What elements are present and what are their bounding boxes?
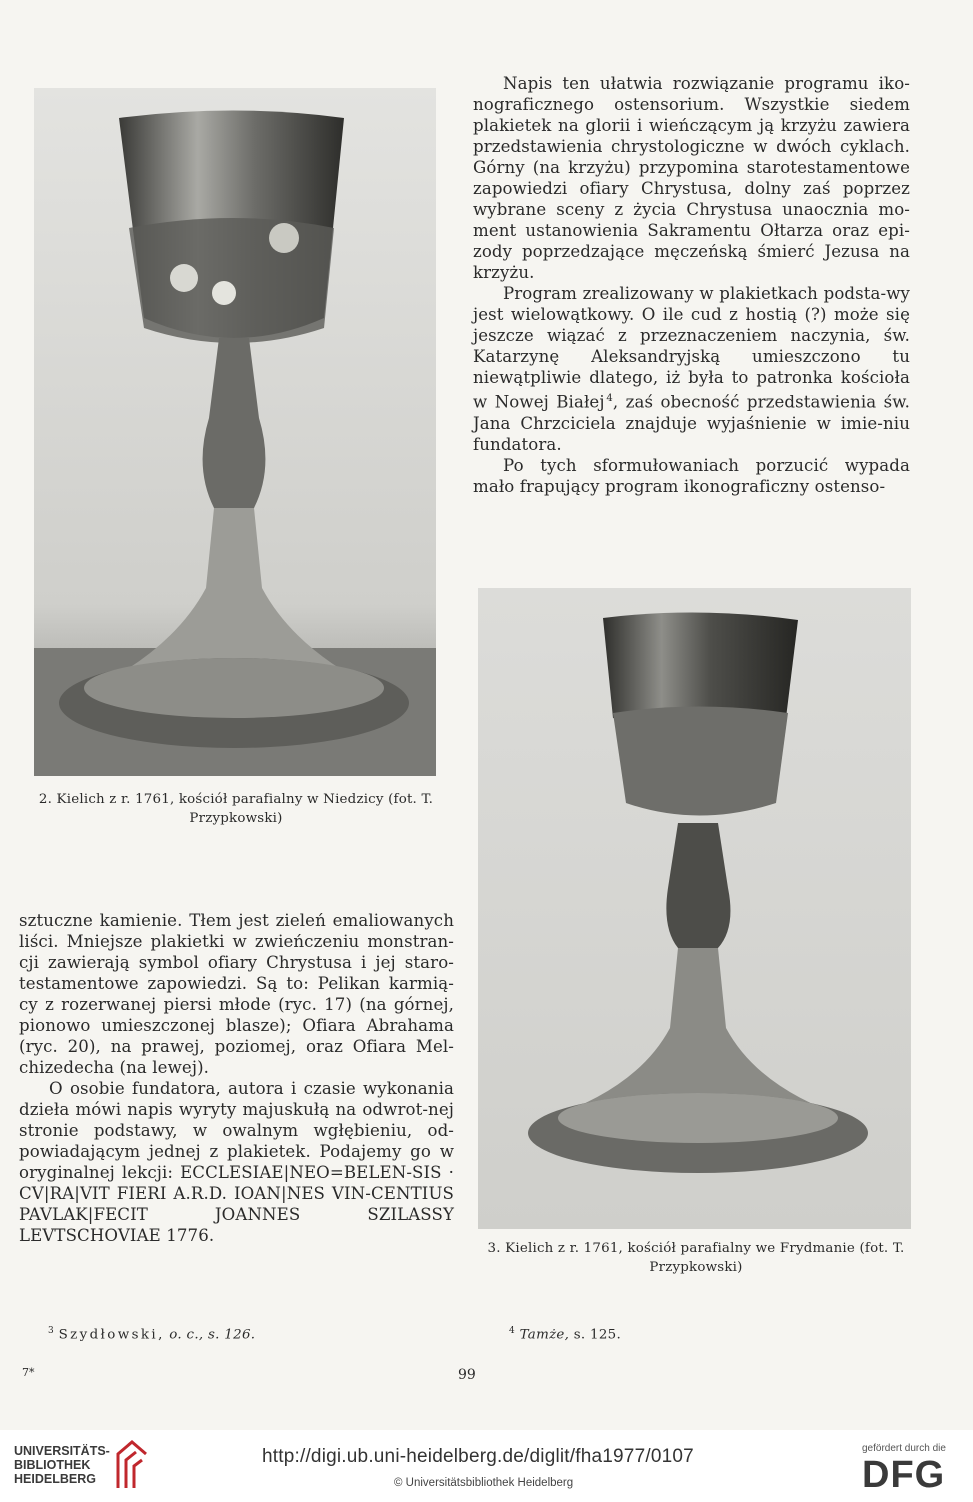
footnote-ref: 4	[606, 393, 613, 404]
photo-chalice-niedzica	[34, 88, 436, 776]
ub-heidelberg-logo[interactable]	[14, 1444, 110, 1486]
dfg-subtitle: gefördert durch die	[862, 1443, 946, 1454]
paragraph: Napis ten ułatwia rozwiązanie programu iko-nograficznego ostensorium. Wszystkie siedem plakietek na glorii i wieńczącym ją krzyżu zawiera przedstawienia chrystologiczne w dwóch cyklach. Górny (na krzyżu) przypomina starotestamentowe zapowiedzi ofiary Chrystusa, dolny zaś poprzez wybrane sceny z życia Chrystusa unaocznia mo-ment ustanowienia Sakramentu Ołtarza oraz epi-zody poprzedzające męczeńską śmierć Jezusa na krzyżu.	[473, 74, 910, 282]
copyright-text: © Universitätsbibliothek Heidelberg	[394, 1477, 574, 1489]
footnote-text: o. c., s. 126.	[164, 1327, 256, 1343]
footnote-number: 3	[48, 1326, 55, 1336]
paragraph-text: Program zrealizowany w plakietkach podsta-wy jest wielowątkowy. O ile cud z hostią (?) może się jeszcze wiązać z przeznaczeniem naczynia, św. Katarzynę Aleksandryjską umieszczono tu niewątpliwie dlatego, iż była to patronka kościoła w Nowej Białej	[473, 284, 910, 412]
paragraph-text: , zaś obecność przedstawienia św. Jana Chrzciciela znajduje wyjaśnienie w imie-niu fundatora.	[473, 392, 910, 454]
paragraph: O osobie fundatora, autora i czasie wykonania dzieła mówi napis wyryty majuskułą na odwrot-nej stronie podstawy, w owalnym wgłębieniu, od-powiadającym jednej z plakietek. Podajemy go w oryginalnej lekcji: ECCLESIAE|NEO=BELEN-SIS · CV|RA|VIT FIERI A.R.D. IOAN|NES VIN-CENTIUS PAVLAK|FECIT JOANNES SZILASSY LEVTSCHOVIAE 1776.	[19, 1079, 454, 1245]
caption-figure-2: 2. Kielich z r. 1761, kościół parafialny w Niedzicy (fot. T. Przypkowski)	[38, 792, 434, 826]
paragraph: Po tych sformułowaniach porzucić wypada mało frapujący program ikonograficzny ostenso-	[473, 455, 910, 496]
page-number: 99	[458, 1367, 476, 1383]
dfg-wordmark: DFG	[862, 1454, 946, 1496]
text-right-column	[473, 73, 910, 497]
dfg-logo[interactable]	[862, 1443, 946, 1494]
caption-figure-3: 3. Kielich z r. 1761, kościół parafialny we Frydmanie (fot. T. Przypkowski)	[487, 1241, 905, 1275]
ub-mark-icon	[114, 1440, 150, 1490]
chalice-image	[478, 588, 911, 1229]
digitization-footer	[0, 1430, 973, 1502]
text-left-column	[19, 910, 454, 1246]
footnote-text: s. 125.	[569, 1327, 622, 1343]
ub-name-line: HEIDELBERG	[14, 1472, 96, 1486]
photo-chalice-frydman	[478, 588, 911, 1229]
ub-name-line: BIBLIOTHEK	[14, 1458, 91, 1472]
footnote-source: Tamże,	[519, 1327, 570, 1343]
paragraph: sztuczne kamienie. Tłem jest zieleń emaliowanych liści. Mniejsze plakietki w zwieńczeniu monstran-cji zawierają symbol ofiary Chrystusa i jej staro-testamentowe zapowiedzi. Są to: Pelikan karmią-cy z rozerwanej piersi młode (ryc. 17) (na górnej, pionowo umieszczonej blasze); Ofiara Abrahama (ryc. 20), na prawej, poziomej, oraz Ofiara Mel-chizedecha (na lewej).	[19, 911, 454, 1077]
page-url-link[interactable]: http://digi.ub.uni-heidelberg.de/diglit/fha1977/0107	[262, 1446, 694, 1467]
printer-signature: 7*	[22, 1366, 35, 1379]
chalice-image	[34, 88, 436, 776]
footnote-3	[48, 1326, 255, 1342]
ub-name-line: UNIVERSITÄTS-	[14, 1444, 110, 1458]
footnote-author: Szydłowski,	[58, 1327, 165, 1343]
footnote-number: 4	[509, 1326, 516, 1336]
paragraph	[473, 283, 910, 455]
footnote-4	[509, 1326, 621, 1342]
